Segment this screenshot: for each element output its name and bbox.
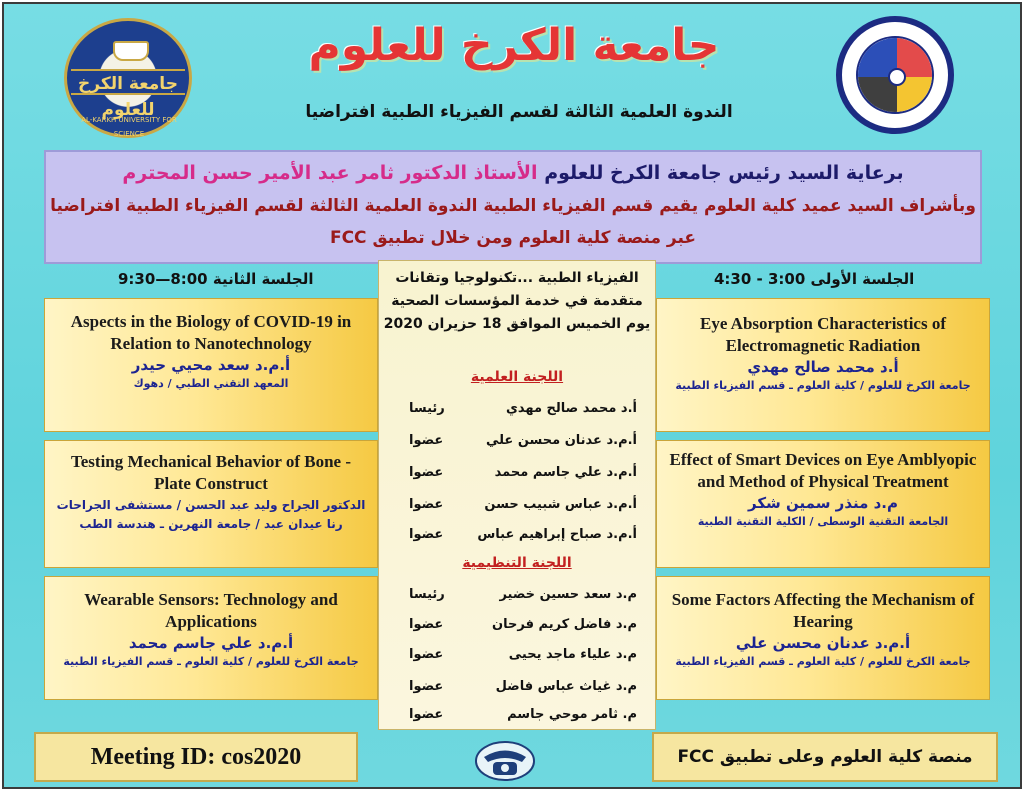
talk-card: [656, 298, 990, 432]
member-name: م. ثامر موحي جاسم: [507, 707, 637, 722]
member-role: رئيسا: [409, 401, 445, 416]
talk-author: أ.د محمد صالح مهدي: [747, 358, 899, 376]
committee-panel: [378, 260, 656, 730]
patron-name: الأستاذ الدكتور ثامر عبد الأمير حسن المحترم: [122, 162, 538, 184]
member-name: أ.م.د علي جاسم محمد: [494, 465, 637, 480]
poster: [2, 2, 1022, 789]
talk-card: [44, 576, 378, 700]
talk-affiliation: الجامعة التقنية الوسطى / الكلية التقنية الطبية: [697, 515, 949, 528]
logo-ring-text: AL-KARKH UNIVERSITY FOR SCIENCE: [81, 116, 177, 138]
meeting-id: Meeting ID: cos2020: [34, 732, 358, 782]
member-name: أ.م.د عباس شبيب حسن: [484, 497, 637, 512]
talk-affiliation: جامعة الكرخ للعلوم / كلية العلوم ـ قسم الفيزياء الطبية: [675, 655, 971, 668]
talk-affiliation: رنا عيدان عبد / جامعة النهرين ـ هندسة الطب: [79, 517, 343, 531]
seminar-theme: [379, 267, 655, 336]
talk-card: [44, 440, 378, 568]
member-name: أ.د محمد صالح مهدي: [505, 401, 637, 416]
talk-affiliation: جامعة الكرخ للعلوم / كلية العلوم ـ قسم الفيزياء الطبية: [63, 655, 359, 668]
talk-card: [656, 576, 990, 700]
seminar-subtitle: الندوة العلمية الثالثة لقسم الفيزياء الطبية افتراضيا: [305, 102, 733, 122]
committee-member: [379, 587, 657, 609]
member-role: عضوا: [409, 707, 444, 722]
emblem-inner: [856, 36, 934, 114]
member-name: م.د علياء ماجد يحيى: [508, 647, 637, 662]
member-role: عضوا: [409, 497, 444, 512]
university-logo: [64, 18, 192, 138]
theme-date: يوم الخميس الموافق 18 حزيران 2020: [383, 316, 651, 332]
talk-title: Wearable Sensors: Technology and Applications: [84, 590, 338, 631]
member-name: م.د غياث عباس فاضل: [495, 679, 637, 694]
committee-member: [379, 527, 657, 549]
telephone-icon: [474, 740, 536, 782]
committee-member: [379, 433, 657, 455]
patron-line-1: [46, 162, 980, 184]
talk-author: الدكتور الجراح وليد عبد الحسن / مستشفى الجراحات: [56, 498, 366, 512]
member-name: أ.م.د صباح إبراهيم عباس: [477, 527, 637, 542]
committee-member: [379, 617, 657, 639]
committee-member: [379, 647, 657, 669]
committee-member: [379, 401, 657, 423]
college-of-science-emblem-icon: [836, 16, 954, 134]
member-name: أ.م.د عدنان محسن علي: [485, 433, 637, 448]
first-session-label: الجلسة الأولى 3:00 - 4:30: [714, 270, 915, 288]
theme-line-2: متقدمة في خدمة المؤسسات الصحية: [391, 293, 643, 309]
patron-box: [44, 150, 982, 264]
talk-title: Some Factors Affecting the Mechanism of Hearing: [671, 590, 975, 631]
organizing-committee-title: اللجنة التنظيمية: [462, 555, 572, 571]
patron-line-3: عبر منصة كلية العلوم ومن خلال تطبيق FCC: [329, 228, 697, 248]
talk-author: م.د منذر سمين شكر: [748, 494, 898, 512]
university-title: جامعة الكرخ للعلوم: [308, 20, 720, 71]
scientific-committee-title: اللجنة العلمية: [470, 369, 564, 385]
talk-card: [656, 440, 990, 568]
talk-title: Aspects in the Biology of COVID-19 in Relation to Nanotechnology: [70, 312, 352, 353]
member-role: عضوا: [409, 647, 444, 662]
member-name: م.د فاضل كريم فرحان: [492, 617, 637, 632]
patron-line-2: وبأشراف السيد عميد كلية العلوم يقيم قسم الفيزياء الطبية الندوة العلمية الثالثة لقسم الفيزياء الطبية افتراضيا: [50, 196, 976, 216]
talk-title: Effect of Smart Devices on Eye Amblyopic and Method of Physical Treatment: [669, 450, 977, 491]
talk-affiliation: جامعة الكرخ للعلوم / كلية العلوم ـ قسم الفيزياء الطبية: [675, 379, 971, 392]
platform-notice: منصة كلية العلوم وعلى تطبيق FCC: [652, 732, 998, 782]
member-role: عضوا: [409, 527, 444, 542]
member-role: رئيسا: [409, 587, 445, 602]
committee-member: [379, 497, 657, 519]
theme-line-1: الفيزياء الطبية ...تكنولوجيا وتقانات: [395, 270, 639, 286]
member-role: عضوا: [409, 433, 444, 448]
member-role: عضوا: [409, 617, 444, 632]
second-session-label: الجلسة الثانية 8:00—9:30: [118, 270, 314, 288]
talk-title: Eye Absorption Characteristics of Electromagnetic Radiation: [699, 314, 946, 355]
talk-author: أ.م.د عدنان محسن علي: [735, 634, 911, 652]
talk-author: أ.م.د سعد محيي حيدر: [131, 356, 291, 374]
member-role: عضوا: [409, 465, 444, 480]
committee-member: [379, 465, 657, 487]
logo-band-text: جامعة الكرخ للعلوم: [71, 69, 185, 95]
committee-member: [379, 679, 657, 701]
patron-line-1-start: برعاية السيد رئيس جامعة الكرخ للعلوم: [544, 162, 904, 184]
book-logo-icon: [113, 41, 149, 61]
member-name: م.د سعد حسين خضير: [499, 587, 637, 602]
talk-affiliation: المعهد التقني الطبي / دهوك: [133, 377, 289, 390]
committee-member: [379, 707, 657, 729]
talk-author: أ.م.د علي جاسم محمد: [128, 634, 294, 652]
talk-title: Testing Mechanical Behavior of Bone -Plate Construct: [70, 452, 352, 493]
talk-card: [44, 298, 378, 432]
member-role: عضوا: [409, 679, 444, 694]
